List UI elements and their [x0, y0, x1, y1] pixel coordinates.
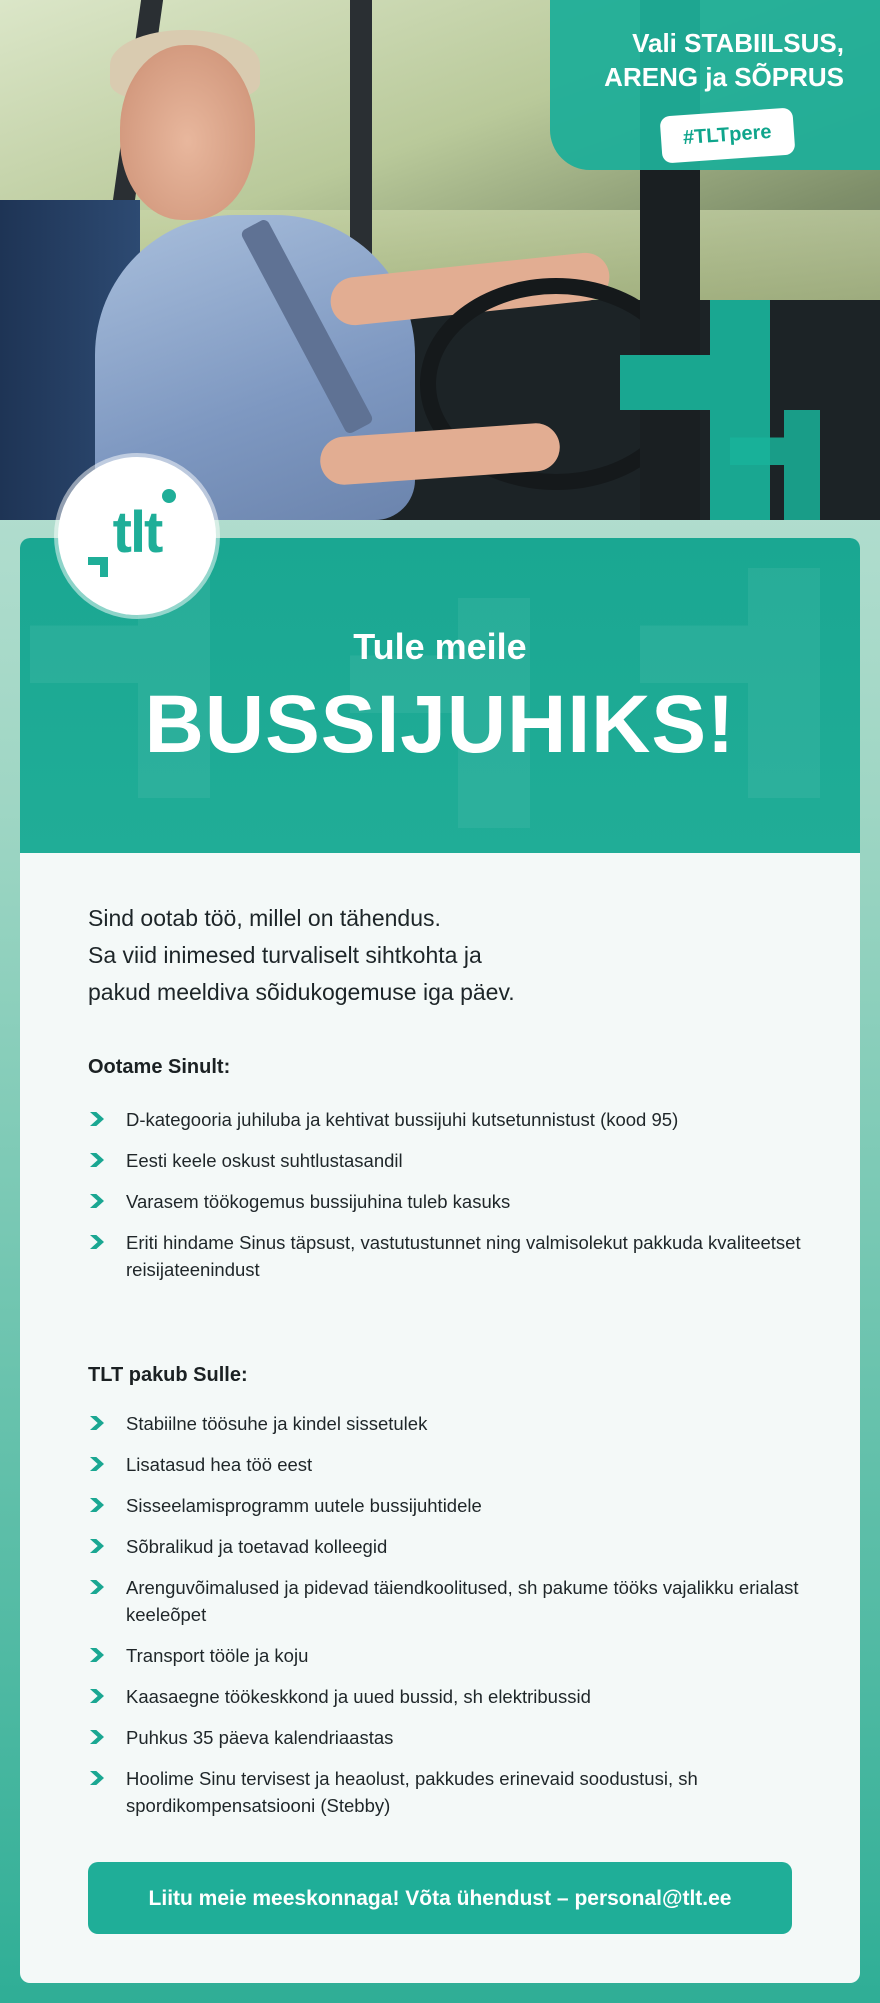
requirements-list	[88, 1106, 808, 1283]
list-item	[88, 1642, 808, 1669]
list-item-text: Sõbralikud ja toetavad kolleegid	[126, 1536, 388, 1557]
list-item	[88, 1683, 808, 1710]
chevron-right-icon	[90, 1112, 104, 1126]
driver-face	[120, 45, 255, 220]
list-item	[88, 1533, 808, 1560]
list-item	[88, 1451, 808, 1478]
list-item-text: Lisatasud hea töö eest	[126, 1454, 313, 1475]
logo-dot-icon	[162, 489, 176, 503]
list-item-text: D-kategooria juhiluba ja kehtivat bussijuhi kutsetunnistust (kood 95)	[126, 1109, 679, 1130]
list-item-text: Eriti hindame Sinus täpsust, vastutustunnet ning valmisolekut pakkuda kvaliteetset reisijateenindust	[126, 1232, 801, 1280]
list-item	[88, 1724, 808, 1751]
list-item-text: Kaasaegne töökeskkond ja uued bussid, sh elektribussid	[126, 1686, 591, 1707]
list-item-text: Sisseelamisprogramm uutele bussijuhtidele	[126, 1495, 482, 1516]
chevron-right-icon	[90, 1457, 104, 1471]
list-item	[88, 1106, 808, 1133]
chevron-right-icon	[90, 1580, 104, 1594]
list-item-text: Arenguvõimalused ja pidevad täiendkoolitused, sh pakume tööks vajalikku erialast keeleõpet	[126, 1577, 799, 1625]
list-item	[88, 1229, 808, 1283]
logo-arrow-icon	[88, 557, 108, 577]
heading-title: BUSSIJUHIKS!	[144, 679, 736, 770]
chevron-right-icon	[90, 1498, 104, 1512]
list-item-text: Eesti keele oskust suhtlustasandil	[126, 1150, 403, 1171]
list-item	[88, 1492, 808, 1519]
chevron-right-icon	[90, 1689, 104, 1703]
offers-list	[88, 1410, 808, 1819]
list-item	[88, 1574, 808, 1628]
chevron-right-icon	[90, 1416, 104, 1430]
list-item	[88, 1410, 808, 1437]
list-item	[88, 1147, 808, 1174]
list-item-text: Hoolime Sinu tervisest ja heaolust, pakkudes erinevaid soodustusi, sh spordikompensatsiooni (Stebby)	[126, 1768, 698, 1816]
hero-photo	[0, 0, 880, 520]
hashtag-badge: #TLTpere	[660, 107, 796, 163]
intro-line: Sa viid inimesed turvaliselt sihtkohta ja	[88, 942, 482, 968]
heading-subtitle: Tule meile	[353, 626, 527, 667]
contact-cta-button[interactable]: Liitu meie meeskonnaga! Võta ühendust – personal@tlt.ee	[88, 1862, 792, 1934]
chevron-right-icon	[90, 1730, 104, 1744]
slogan-line: Vali STABIILSUS,	[632, 28, 844, 58]
job-ad-card	[20, 538, 860, 1983]
chevron-right-icon	[90, 1539, 104, 1553]
chevron-right-icon	[90, 1194, 104, 1208]
list-item-text: Transport tööle ja koju	[126, 1645, 309, 1666]
offers-title: TLT pakub Sulle:	[88, 1364, 248, 1386]
chevron-right-icon	[90, 1648, 104, 1662]
chevron-right-icon	[90, 1153, 104, 1167]
chevron-right-icon	[90, 1235, 104, 1249]
intro-text	[88, 900, 768, 1011]
slogan-line: ARENG ja SÕPRUS	[604, 62, 844, 92]
list-item	[88, 1188, 808, 1215]
chevron-right-icon	[90, 1771, 104, 1785]
list-item-text: Stabiilne töösuhe ja kindel sissetulek	[126, 1413, 428, 1434]
tlt-logo	[58, 457, 216, 615]
list-item-text: Puhkus 35 päeva kalendriaastas	[126, 1727, 394, 1748]
intro-line: Sind ootab töö, millel on tähendus.	[88, 905, 441, 931]
slogan-text	[544, 26, 844, 94]
intro-line: pakud meeldiva sõidukogemuse iga päev.	[88, 979, 515, 1005]
list-item-text: Varasem töökogemus bussijuhina tuleb kasuks	[126, 1191, 511, 1212]
requirements-title: Ootame Sinult:	[88, 1056, 231, 1078]
list-item	[88, 1765, 808, 1819]
logo-wordmark: tlt	[112, 500, 162, 565]
